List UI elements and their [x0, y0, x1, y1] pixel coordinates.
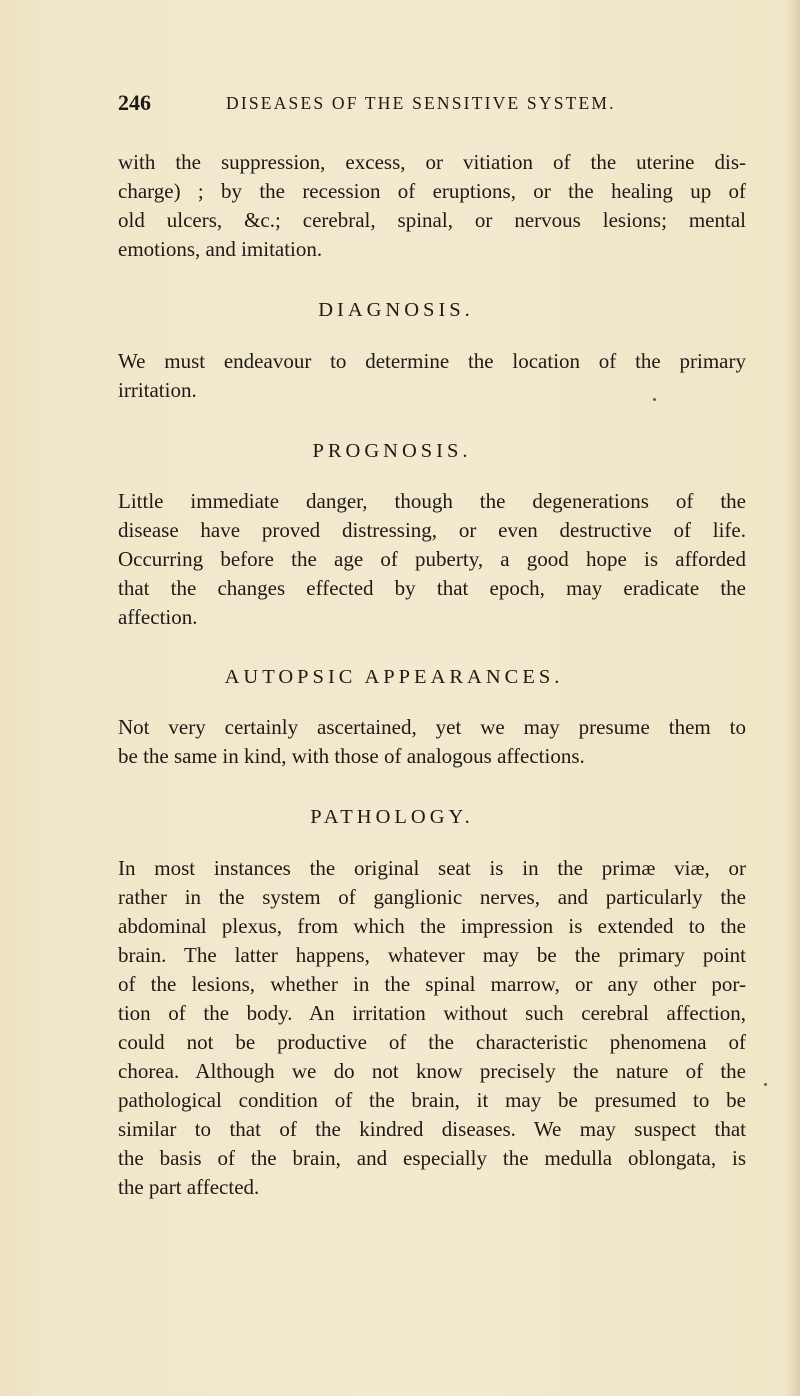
prognosis-paragraph [118, 487, 746, 632]
autopsic-paragraph [118, 713, 746, 771]
text-line: abdominal plexus, from which the impression is extended to the [118, 914, 746, 938]
text-line: old ulcers, &c.; cerebral, spinal, or nervous lesions; mental [118, 208, 746, 232]
running-head [118, 90, 678, 120]
text-line: be the same in kind, with those of analogous affections. [118, 744, 585, 768]
section-heading-diagnosis: DIAGNOSIS. [318, 299, 474, 321]
text-line: tion of the body. An irritation without such cerebral affection, [118, 1001, 746, 1025]
text-line: similar to that of the kindred diseases. We may suspect that [118, 1117, 746, 1141]
text-line: In most instances the original seat is in the primæ viæ, or [118, 856, 746, 880]
text-line: Occurring before the age of puberty, a good hope is afforded [118, 547, 746, 571]
section-heading-pathology: PATHOLOGY. [310, 806, 474, 828]
text-line: Little immediate danger, though the degenerations of the [118, 489, 746, 513]
text-line: with the suppression, excess, or vitiation of the uterine dis- [118, 150, 746, 174]
text-line: disease have proved distressing, or even destructive of life. [118, 518, 746, 542]
text-line: irritation. [118, 378, 197, 402]
text-line: pathological condition of the brain, it may be presumed to be [118, 1088, 746, 1112]
ink-speck [764, 1083, 767, 1086]
text-line: emotions, and imitation. [118, 237, 323, 261]
text-line: that the changes effected by that epoch, may eradicate the [118, 576, 746, 600]
ink-speck [653, 398, 656, 401]
text-line: We must endeavour to determine the location of the primary [118, 349, 746, 373]
running-title: DISEASES OF THE SENSITIVE SYSTEM. [226, 93, 616, 113]
text-line: chorea. Although we do not know precisely the nature of the [118, 1059, 746, 1083]
page-edge-shadow [786, 0, 800, 1396]
text-line: rather in the system of ganglionic nerves, and particularly the [118, 885, 746, 909]
text-line: brain. The latter happens, whatever may be the primary point [118, 943, 746, 967]
text-line: could not be productive of the characteristic phenomena of [118, 1030, 746, 1054]
text-line: Not very certainly ascertained, yet we may presume them to [118, 715, 746, 739]
opening-paragraph [118, 148, 746, 264]
text-line: charge) ; by the recession of eruptions, or the healing up of [118, 179, 746, 203]
text-line: affection. [118, 605, 198, 629]
page-number: 246 [118, 90, 151, 115]
text-line: the part affected. [118, 1175, 260, 1199]
text-line: the basis of the brain, and especially the medulla oblongata, is [118, 1146, 746, 1170]
section-heading-prognosis: PROGNOSIS. [312, 440, 472, 462]
diagnosis-paragraph [118, 347, 746, 405]
text-line: of the lesions, whether in the spinal marrow, or any other por- [118, 972, 746, 996]
section-heading-autopsic-appearances: AUTOPSIC APPEARANCES. [224, 666, 564, 688]
pathology-paragraph [118, 854, 746, 1202]
